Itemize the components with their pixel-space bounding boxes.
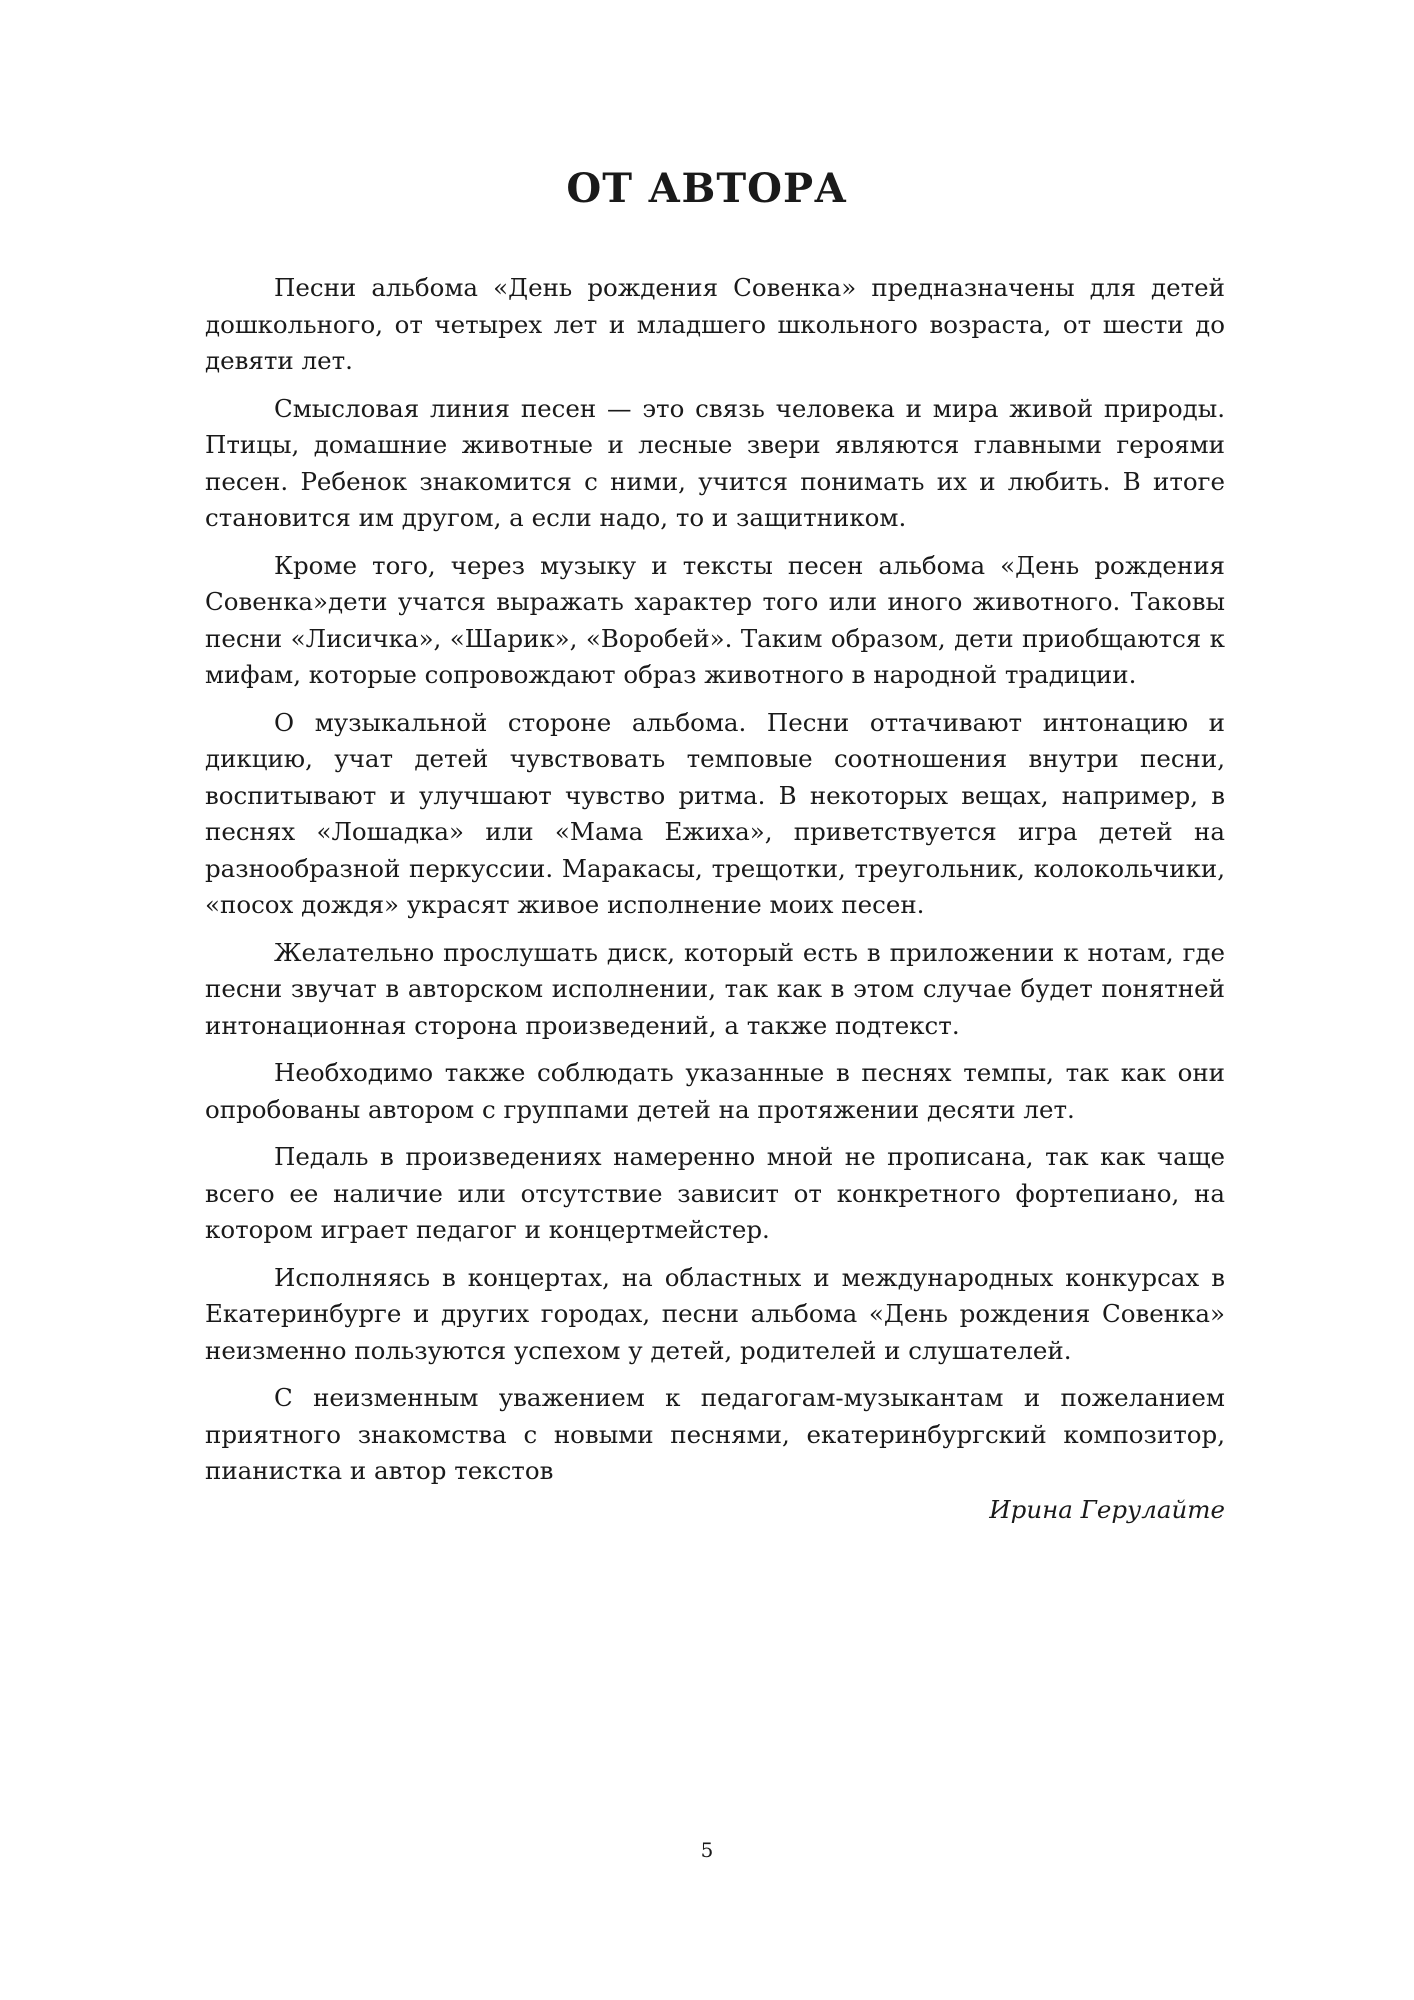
paragraph: Песни альбома «День рождения Совенка» предназначены для детей дошкольного, от четырех лет и младшего школьного возраста, от шести до девяти лет. xyxy=(205,273,1225,375)
paragraph: Кроме того, через музыку и тексты песен альбома «День рождения Совенка»дети учатся выражать характер того или иного животного. Таковы песни «Лисичка», «Шарик», «Воробей». Таким образом, дети приобщаются к мифам, которые сопровождают образ животного в народной традиции. xyxy=(205,550,1225,689)
paragraph: С неизменным уважением к педагогам-музыкантам и пожеланием приятного знакомства с новыми песнями, екатеринбургский композитор, пианистка и автор текстов xyxy=(205,1383,1225,1485)
paragraph: О музыкальной стороне альбома. Песни оттачивают интонацию и дикцию, учат детей чувствовать темповые соотношения внутри песни, воспитывают и улучшают чувство ритма. В некоторых вещах, например, в песнях «Лошадка» или «Мама Ежиха», приветствуется игра детей на разнообразной перкуссии. Маракасы, трещотки, треугольник, колокольчики, «посох дождя» украсят живое исполнение моих песен. xyxy=(205,707,1225,919)
paragraph: Исполняясь в концертах, на областных и международных конкурсах в Екатеринбурге и других городах, песни альбома «День рождения Совенка» неизменно пользуются успехом у детей, родителей и слушателей. xyxy=(205,1262,1225,1365)
body-text xyxy=(205,270,1225,1539)
paragraph: Смысловая линия песен — это связь человека и мира живой природы. Птицы, домашние животные и лесные звери являются главными героями песен. Ребенок знакомится с ними, учится понимать их и любить. В итоге становится им другом, а если надо, то и защитником. xyxy=(205,393,1225,532)
page-number: 5 xyxy=(700,1838,714,1862)
paragraph: Педаль в произведениях намеренно мной не прописана, так как чаще всего ее наличие или отсутствие зависит от конкретного фортепиано, на котором играет педагог и концертмейстер. xyxy=(205,1142,1225,1244)
paragraph: Желательно прослушать диск, который есть в приложении к нотам, где песни звучат в авторском исполнении, так как в этом случае будет понятней интонационная сторона произведений, а также подтекст. xyxy=(205,937,1225,1040)
paragraph: Необходимо также соблюдать указанные в песнях темпы, так как они опробованы автором с группами детей на протяжении десяти лет. xyxy=(205,1058,1225,1124)
page-title: ОТ АВТОРА xyxy=(566,165,848,212)
author-signature: Ирина Герулайте xyxy=(989,1494,1225,1524)
